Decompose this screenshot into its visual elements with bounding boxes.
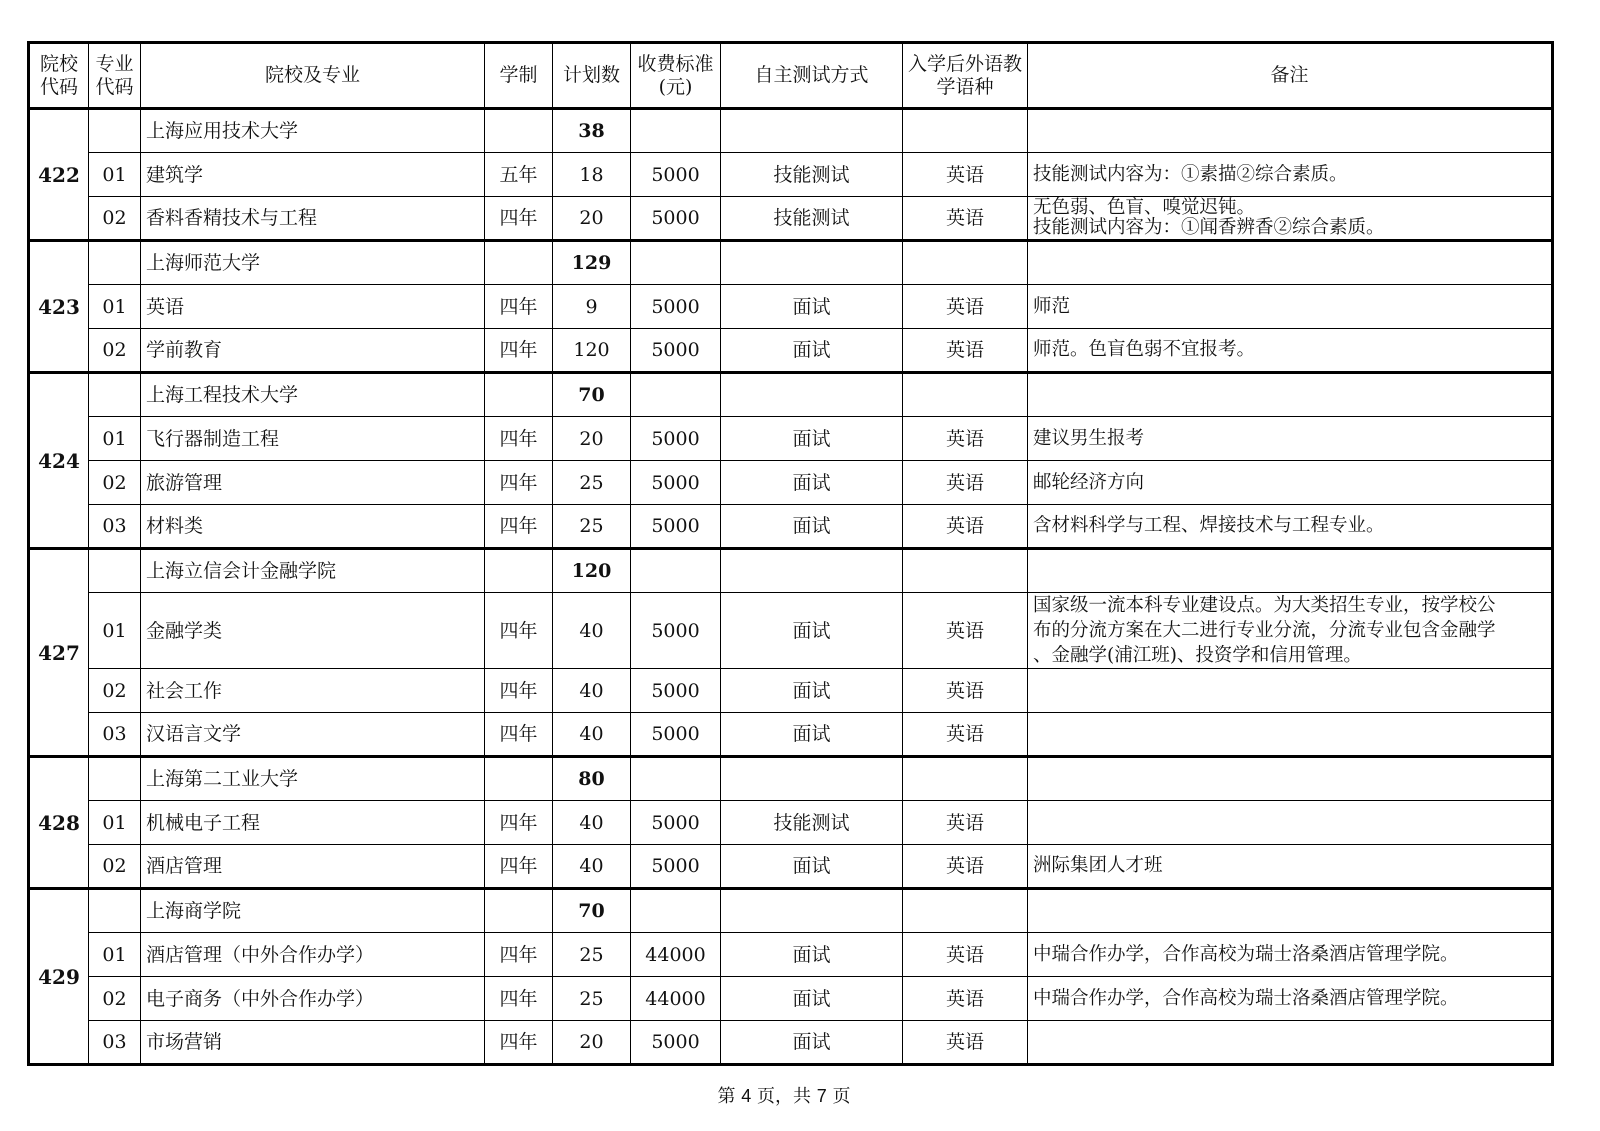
- major-duration: 四年: [485, 285, 553, 329]
- major-language: 英语: [903, 801, 1028, 845]
- major-note: 建议男生报考: [1028, 417, 1553, 461]
- plan-total: 129: [553, 241, 631, 285]
- major-test-method: 面试: [721, 593, 903, 669]
- table-body: [29, 109, 1553, 1065]
- major-name: 材料类: [141, 505, 485, 549]
- major-note: 师范。色盲色弱不宜报考。: [1028, 329, 1553, 373]
- major-name: 金融学类: [141, 593, 485, 669]
- fee-empty: [631, 549, 721, 593]
- major-row: [29, 977, 1553, 1021]
- major-name: 香料香精技术与工程: [141, 197, 485, 241]
- major-duration: 五年: [485, 153, 553, 197]
- major-row: [29, 845, 1553, 889]
- major-plan: 40: [553, 669, 631, 713]
- footer-suffix: 页: [826, 1086, 851, 1107]
- test-empty: [721, 109, 903, 153]
- major-note: [1028, 593, 1553, 669]
- fee-empty: [631, 889, 721, 933]
- header-plan: 计划数: [553, 43, 631, 109]
- major-row: [29, 285, 1553, 329]
- header-fee: 收费标准(元): [631, 43, 721, 109]
- note-empty: [1028, 241, 1553, 285]
- header-duration: 学制: [485, 43, 553, 109]
- major-note: [1028, 801, 1553, 845]
- major-fee: 5000: [631, 505, 721, 549]
- major-duration: 四年: [485, 933, 553, 977]
- school-name: 上海应用技术大学: [141, 109, 485, 153]
- major-plan: 25: [553, 505, 631, 549]
- major-fee: 5000: [631, 461, 721, 505]
- test-empty: [721, 241, 903, 285]
- duration-empty: [485, 373, 553, 417]
- test-empty: [721, 373, 903, 417]
- note-line: 技能测试内容为：①闻香辨香②综合素质。: [1033, 217, 1385, 238]
- major-plan: 20: [553, 1021, 631, 1065]
- major-row: [29, 329, 1553, 373]
- major-test-method: 面试: [721, 505, 903, 549]
- major-fee: 5000: [631, 669, 721, 713]
- major-test-method: 面试: [721, 669, 903, 713]
- major-code-empty: [89, 373, 141, 417]
- fee-empty: [631, 373, 721, 417]
- major-duration: 四年: [485, 505, 553, 549]
- major-test-method: 面试: [721, 977, 903, 1021]
- major-code: 03: [89, 505, 141, 549]
- major-duration: 四年: [485, 1021, 553, 1065]
- language-empty: [903, 889, 1028, 933]
- school-row: [29, 109, 1553, 153]
- major-duration: 四年: [485, 197, 553, 241]
- duration-empty: [485, 109, 553, 153]
- plan-total: 70: [553, 889, 631, 933]
- footer-total-pages: 7: [816, 1086, 827, 1106]
- major-code: 03: [89, 1021, 141, 1065]
- major-note: [1028, 1021, 1553, 1065]
- major-code: 01: [89, 933, 141, 977]
- major-row: [29, 505, 1553, 549]
- major-row: [29, 801, 1553, 845]
- major-name: 英语: [141, 285, 485, 329]
- school-name: 上海第二工业大学: [141, 757, 485, 801]
- major-name: 电子商务（中外合作办学）: [141, 977, 485, 1021]
- major-plan: 20: [553, 197, 631, 241]
- major-language: 英语: [903, 933, 1028, 977]
- major-code: 01: [89, 593, 141, 669]
- footer-prefix: 第: [717, 1086, 742, 1107]
- major-fee: 5000: [631, 329, 721, 373]
- major-duration: 四年: [485, 669, 553, 713]
- major-row: [29, 933, 1553, 977]
- major-note: [1028, 713, 1553, 757]
- major-plan: 40: [553, 713, 631, 757]
- duration-empty: [485, 889, 553, 933]
- school-row: [29, 549, 1553, 593]
- major-note: [1028, 669, 1553, 713]
- major-test-method: 技能测试: [721, 153, 903, 197]
- major-name: 建筑学: [141, 153, 485, 197]
- plan-total: 80: [553, 757, 631, 801]
- major-test-method: 面试: [721, 933, 903, 977]
- school-code: 422: [29, 109, 89, 241]
- major-code-empty: [89, 889, 141, 933]
- school-code: 427: [29, 549, 89, 757]
- major-plan: 25: [553, 933, 631, 977]
- major-name: 学前教育: [141, 329, 485, 373]
- major-plan: 20: [553, 417, 631, 461]
- major-plan: 40: [553, 593, 631, 669]
- language-empty: [903, 109, 1028, 153]
- major-code: 01: [89, 801, 141, 845]
- major-code: 01: [89, 153, 141, 197]
- major-test-method: 面试: [721, 329, 903, 373]
- major-fee: 5000: [631, 417, 721, 461]
- major-duration: 四年: [485, 801, 553, 845]
- fee-empty: [631, 757, 721, 801]
- major-test-method: 面试: [721, 417, 903, 461]
- header-major-code: 专业代码: [89, 43, 141, 109]
- major-code-empty: [89, 109, 141, 153]
- school-code: 424: [29, 373, 89, 549]
- major-name: 酒店管理: [141, 845, 485, 889]
- major-test-method: 面试: [721, 713, 903, 757]
- major-note: 含材料科学与工程、焊接技术与工程专业。: [1028, 505, 1553, 549]
- major-duration: 四年: [485, 461, 553, 505]
- major-test-method: 技能测试: [721, 197, 903, 241]
- test-empty: [721, 889, 903, 933]
- major-test-method: 面试: [721, 845, 903, 889]
- plan-total: 70: [553, 373, 631, 417]
- major-fee: 5000: [631, 713, 721, 757]
- header-school-code: 院校代码: [29, 43, 89, 109]
- major-plan: 25: [553, 977, 631, 1021]
- major-name: 酒店管理（中外合作办学）: [141, 933, 485, 977]
- header-remarks: 备注: [1028, 43, 1553, 109]
- test-empty: [721, 757, 903, 801]
- major-row: [29, 1021, 1553, 1065]
- footer-page-number: 4: [741, 1086, 752, 1106]
- major-plan: 40: [553, 845, 631, 889]
- major-language: 英语: [903, 669, 1028, 713]
- major-language: 英语: [903, 417, 1028, 461]
- major-code: 01: [89, 417, 141, 461]
- major-note: 中瑞合作办学，合作高校为瑞士洛桑酒店管理学院。: [1028, 933, 1553, 977]
- major-name: 市场营销: [141, 1021, 485, 1065]
- language-empty: [903, 757, 1028, 801]
- major-row: [29, 153, 1553, 197]
- note-line: 、金融学(浦江班)、投资学和信用管理。: [1033, 645, 1362, 666]
- major-test-method: 面试: [721, 461, 903, 505]
- major-code: 02: [89, 977, 141, 1021]
- major-note: 师范: [1028, 285, 1553, 329]
- school-row: [29, 373, 1553, 417]
- major-name: 飞行器制造工程: [141, 417, 485, 461]
- duration-empty: [485, 757, 553, 801]
- school-name: 上海工程技术大学: [141, 373, 485, 417]
- header-school-major: 院校及专业: [141, 43, 485, 109]
- major-language: 英语: [903, 977, 1028, 1021]
- major-row: [29, 593, 1553, 669]
- major-note: 洲际集团人才班: [1028, 845, 1553, 889]
- major-note: 中瑞合作办学，合作高校为瑞士洛桑酒店管理学院。: [1028, 977, 1553, 1021]
- major-language: 英语: [903, 285, 1028, 329]
- major-fee: 5000: [631, 1021, 721, 1065]
- duration-empty: [485, 549, 553, 593]
- major-plan: 25: [553, 461, 631, 505]
- major-fee: 5000: [631, 285, 721, 329]
- note-empty: [1028, 549, 1553, 593]
- school-code: 428: [29, 757, 89, 889]
- school-code: 423: [29, 241, 89, 373]
- major-fee: 5000: [631, 197, 721, 241]
- note-line: 布的分流方案在大二进行专业分流，分流专业包含金融学: [1033, 620, 1496, 641]
- major-name: 旅游管理: [141, 461, 485, 505]
- major-duration: 四年: [485, 713, 553, 757]
- major-language: 英语: [903, 593, 1028, 669]
- major-note: [1028, 197, 1553, 241]
- header-language: 入学后外语教学语种: [903, 43, 1028, 109]
- major-fee: 5000: [631, 801, 721, 845]
- major-language: 英语: [903, 845, 1028, 889]
- major-language: 英语: [903, 329, 1028, 373]
- table-header: [29, 43, 1553, 109]
- school-row: [29, 889, 1553, 933]
- major-code: 01: [89, 285, 141, 329]
- language-empty: [903, 241, 1028, 285]
- major-code-empty: [89, 757, 141, 801]
- note-empty: [1028, 757, 1553, 801]
- major-test-method: 面试: [721, 1021, 903, 1065]
- major-plan: 9: [553, 285, 631, 329]
- major-plan: 18: [553, 153, 631, 197]
- major-plan: 40: [553, 801, 631, 845]
- major-language: 英语: [903, 461, 1028, 505]
- major-test-method: 技能测试: [721, 801, 903, 845]
- note-empty: [1028, 109, 1553, 153]
- major-row: [29, 197, 1553, 241]
- footer-middle: 页，共: [751, 1086, 817, 1107]
- note-line: 国家级一流本科专业建设点。为大类招生专业，按学校公: [1033, 595, 1496, 616]
- language-empty: [903, 549, 1028, 593]
- major-code: 02: [89, 845, 141, 889]
- major-duration: 四年: [485, 977, 553, 1021]
- major-note: 技能测试内容为：①素描②综合素质。: [1028, 153, 1553, 197]
- major-test-method: 面试: [721, 285, 903, 329]
- major-code-empty: [89, 241, 141, 285]
- major-row: [29, 669, 1553, 713]
- major-code: 02: [89, 329, 141, 373]
- major-code: 02: [89, 461, 141, 505]
- major-fee: 44000: [631, 933, 721, 977]
- major-duration: 四年: [485, 329, 553, 373]
- school-code: 429: [29, 889, 89, 1065]
- school-row: [29, 241, 1553, 285]
- note-line: 无色弱、色盲、嗅觉迟钝。: [1033, 197, 1256, 218]
- major-fee: 5000: [631, 593, 721, 669]
- major-row: [29, 461, 1553, 505]
- note-empty: [1028, 889, 1553, 933]
- school-name: 上海师范大学: [141, 241, 485, 285]
- major-code: 03: [89, 713, 141, 757]
- major-row: [29, 417, 1553, 461]
- fee-empty: [631, 109, 721, 153]
- plan-total: 38: [553, 109, 631, 153]
- fee-empty: [631, 241, 721, 285]
- test-empty: [721, 549, 903, 593]
- duration-empty: [485, 241, 553, 285]
- major-language: 英语: [903, 1021, 1028, 1065]
- major-language: 英语: [903, 197, 1028, 241]
- major-code: 02: [89, 197, 141, 241]
- school-row: [29, 757, 1553, 801]
- page-footer: [0, 1082, 1568, 1108]
- note-empty: [1028, 373, 1553, 417]
- major-name: 汉语言文学: [141, 713, 485, 757]
- major-name: 机械电子工程: [141, 801, 485, 845]
- major-plan: 120: [553, 329, 631, 373]
- major-duration: 四年: [485, 845, 553, 889]
- major-fee: 44000: [631, 977, 721, 1021]
- school-name: 上海立信会计金融学院: [141, 549, 485, 593]
- language-empty: [903, 373, 1028, 417]
- major-duration: 四年: [485, 417, 553, 461]
- major-name: 社会工作: [141, 669, 485, 713]
- major-language: 英语: [903, 505, 1028, 549]
- school-name: 上海商学院: [141, 889, 485, 933]
- major-note: 邮轮经济方向: [1028, 461, 1553, 505]
- plan-total: 120: [553, 549, 631, 593]
- admissions-table: [27, 41, 1554, 1066]
- major-code: 02: [89, 669, 141, 713]
- major-row: [29, 713, 1553, 757]
- major-fee: 5000: [631, 153, 721, 197]
- major-fee: 5000: [631, 845, 721, 889]
- major-language: 英语: [903, 713, 1028, 757]
- header-test-method: 自主测试方式: [721, 43, 903, 109]
- major-language: 英语: [903, 153, 1028, 197]
- major-duration: 四年: [485, 593, 553, 669]
- major-code-empty: [89, 549, 141, 593]
